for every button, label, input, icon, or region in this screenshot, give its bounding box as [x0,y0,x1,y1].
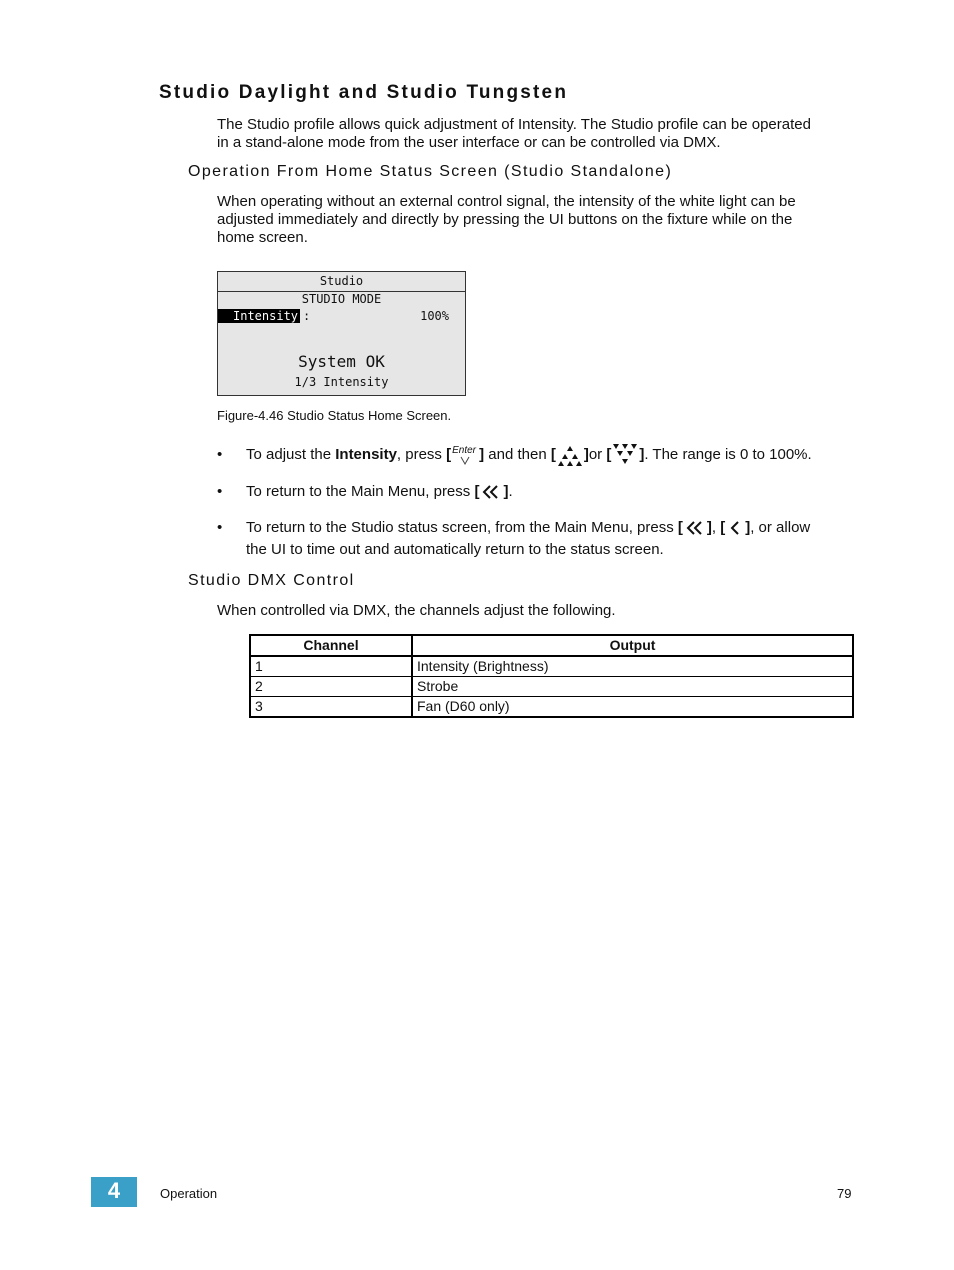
standalone-paragraph [217,193,857,247]
intro-line: The Studio profile allows quick adjustment of Intensity. The Studio profile can be operated [217,116,811,133]
bullet-text: To adjust the [246,446,336,463]
bullet-line: the UI to time out and automatically return to the status screen. [246,541,664,558]
dmx-paragraph: When controlled via DMX, the channels adjust the following. [217,602,616,619]
bullet-line [246,517,810,539]
table-cell-output: Intensity (Brightness) [412,656,853,677]
table-header-row [250,635,853,656]
studio-status-screen [217,271,466,396]
page-number: 79 [837,1186,852,1201]
bracket: [ [446,446,452,463]
lcd-param-colon: : [303,309,311,323]
lcd-page: 1/3 Intensity [294,375,389,389]
lcd-title: Studio [218,272,465,292]
standalone-line: home screen. [217,229,308,246]
dmx-channel-table [249,634,854,718]
subsection-title-dmx: Studio DMX Control [188,572,355,589]
bullet-return-status-screen [246,517,810,561]
bullet-text: , [711,519,721,536]
double-chevron-left-icon [684,519,706,537]
bullet-text: , or allow [750,519,811,536]
bracket: ] [706,519,712,536]
enter-key-icon [452,445,478,465]
chevron-left-icon [726,519,744,537]
table-row [250,677,853,697]
bracket: ] [745,519,751,536]
bullet-text: . [508,483,513,500]
footer-chapter-label: Operation [160,1186,218,1201]
lcd-param-label: Intensity [218,309,300,323]
enter-key-label: Enter [452,445,477,457]
bullet-text: , press [396,446,447,463]
bracket: ] [639,446,645,463]
lcd-mode: STUDIO MODE [301,292,382,306]
lcd-status: System OK [298,352,385,371]
intro-paragraph [217,116,857,152]
bullet-text: and then [484,446,551,463]
table-row [250,697,853,718]
lcd-param-value: 100% [420,309,449,323]
bracket: [ [720,519,726,536]
bracket: ] [583,446,589,463]
intro-line: in a stand-alone mode from the user interface or can be controlled via DMX. [217,134,721,151]
bullet-dot: • [217,519,223,536]
bullet-adjust-intensity [246,444,812,466]
bracket: [ [474,483,480,500]
table-row [250,656,853,677]
double-chevron-left-icon [480,483,502,501]
up-arrows-icon [557,444,583,466]
bullet-text: or [588,446,607,463]
bracket: ] [479,446,485,463]
bullet-text: To return to the Studio status screen, from the Main Menu, press [246,519,678,536]
bracket: [ [550,446,556,463]
bracket: [ [677,519,683,536]
bullet-bold-term: Intensity [335,446,397,463]
bullet-text: . The range is 0 to 100%. [644,446,812,463]
bullet-text: To return to the Main Menu, press [246,483,475,500]
bracket: [ [606,446,612,463]
table-header-channel: Channel [250,635,412,656]
table-cell-output: Strobe [412,677,853,697]
down-arrows-icon [612,444,638,466]
table-cell-channel: 1 [250,656,412,677]
table-cell-output: Fan (D60 only) [412,697,853,718]
figure-caption: Figure-4.46 Studio Status Home Screen. [217,408,452,423]
table-cell-channel: 3 [250,697,412,718]
bullet-dot: • [217,446,223,463]
section-title: Studio Daylight and Studio Tungsten [159,82,569,103]
standalone-line: When operating without an external control signal, the intensity of the white light can be [217,193,796,210]
bracket: ] [503,483,509,500]
table-cell-channel: 2 [250,677,412,697]
standalone-line: adjusted immediately and directly by pressing the UI buttons on the fixture while on the [217,211,793,228]
bullet-return-main-menu [246,481,513,503]
table-header-output: Output [412,635,853,656]
bullet-dot: • [217,483,223,500]
chapter-number-tab: 4 [91,1177,137,1207]
subsection-title-standalone: Operation From Home Status Screen (Studio Standalone) [188,163,673,180]
